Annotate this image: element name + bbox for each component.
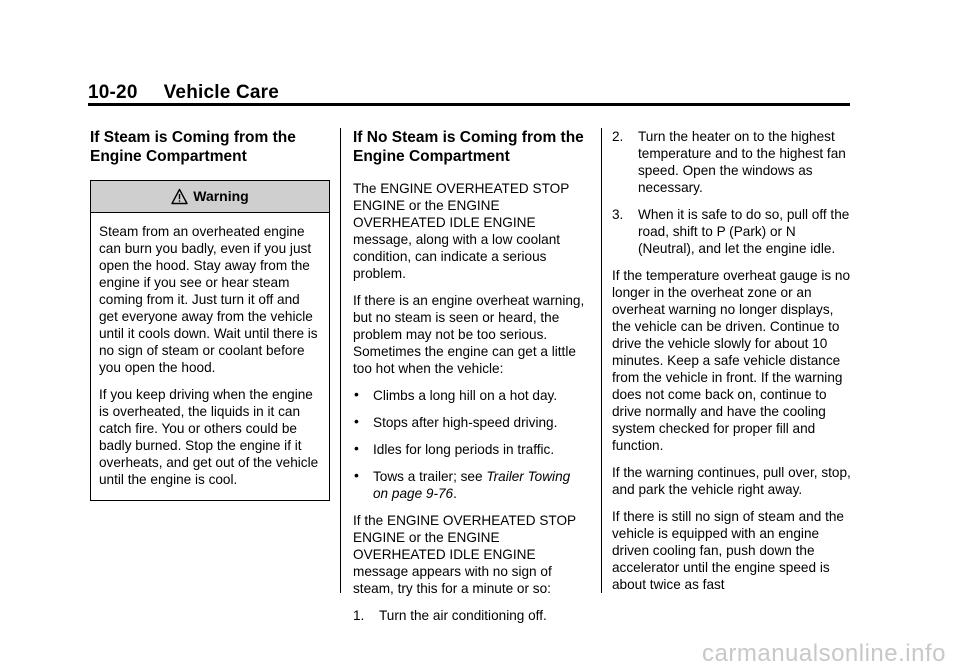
list-item: • Idles for long periods in traffic. [353, 441, 585, 458]
warning-box [90, 180, 330, 501]
bullet-list [353, 387, 585, 502]
paragraph: If the warning continues, pull over, stop, and park the vehicle right away. [612, 465, 851, 497]
step-number: 1. [353, 608, 365, 623]
no-steam-heading: If No Steam is Coming from the Engine Compartment [353, 129, 584, 165]
step-text: When it is safe to do so, pull off the road, shift to P (Park) or N (Neutral), and let the engine idle. [638, 207, 850, 256]
step-item [353, 607, 585, 624]
column-3 [612, 128, 852, 603]
paragraph: The ENGINE OVERHEATED STOP ENGINE or the ENGINE OVERHEATED IDLE ENGINE message, along with a low coolant condition, can indicate a serious problem. [353, 181, 570, 281]
step-text: Turn the heater on to the highest temperature and to the highest fan speed. Open the windows as necessary. [638, 129, 846, 195]
list-item [353, 468, 585, 502]
step-text: Turn the air conditioning off. [379, 608, 547, 623]
watermark: carmanualsonline.info [702, 640, 946, 667]
warning-paragraph: If you keep driving when the engine is overheated, the liquids in it can catch fire. You or others could be badly burned. Stop the engine if it overheats, and get out of the vehicle until the engine is cool. [99, 387, 319, 487]
steam-heading: If Steam is Coming from the Engine Compartment [90, 129, 296, 165]
column-1 [90, 128, 330, 501]
column-divider [340, 128, 341, 593]
list-item: • Climbs a long hill on a hot day. [353, 387, 585, 404]
step-item [612, 128, 852, 196]
column-2 [353, 128, 585, 634]
header-rule [88, 103, 850, 106]
warning-title: Warning [193, 188, 249, 204]
step-item [612, 206, 852, 257]
step-number: 2. [612, 129, 624, 144]
warning-header [91, 181, 329, 213]
trailer-towing-reference: Trailer Towing on page 9-76 [373, 469, 571, 501]
page-number: 10-20 [88, 82, 138, 103]
section-title: Vehicle Care [163, 82, 280, 103]
bullet-text-suffix: . [453, 486, 457, 501]
page-header [88, 82, 279, 104]
paragraph: If the temperature overheat gauge is no longer in the overheat zone or an overheat warning no longer displays, the vehicle can be driven. Continue to drive the vehicle slowly for about 10 minutes. Keep a safe vehicle distance from the vehicle in front. If the warning does not come back on, continue to drive normally and have the cooling system checked for proper fill and function. [612, 268, 851, 453]
paragraph: If there is still no sign of steam and the vehicle is equipped with an engine driven cooling fan, push down the accelerator until the engine speed is about twice as fast [612, 509, 844, 592]
steps-list [612, 128, 852, 257]
list-item: • Stops after high-speed driving. [353, 414, 585, 431]
bullet-text: Tows a trailer; see [373, 469, 487, 484]
column-divider [601, 128, 602, 593]
warning-triangle-icon [171, 188, 188, 205]
paragraph: If the ENGINE OVERHEATED STOP ENGINE or the ENGINE OVERHEATED IDLE ENGINE message appears with no sign of steam, try this for a minute or so: [353, 513, 576, 596]
warning-body [91, 213, 329, 500]
warning-paragraph: Steam from an overheated engine can burn you badly, even if you just open the hood. Stay away from the engine if you see or hear steam coming from it. Just turn it off and get everyone away from the vehicle until it cools down. Wait until there is no sign of steam or coolant before you open the hood. [99, 224, 318, 375]
steps-list [353, 607, 585, 624]
paragraph: If there is an engine overheat warning, but no steam is seen or heard, the problem may not be too serious. Sometimes the engine can get a little too hot when the vehicle: [353, 293, 585, 376]
step-number: 3. [612, 207, 624, 222]
